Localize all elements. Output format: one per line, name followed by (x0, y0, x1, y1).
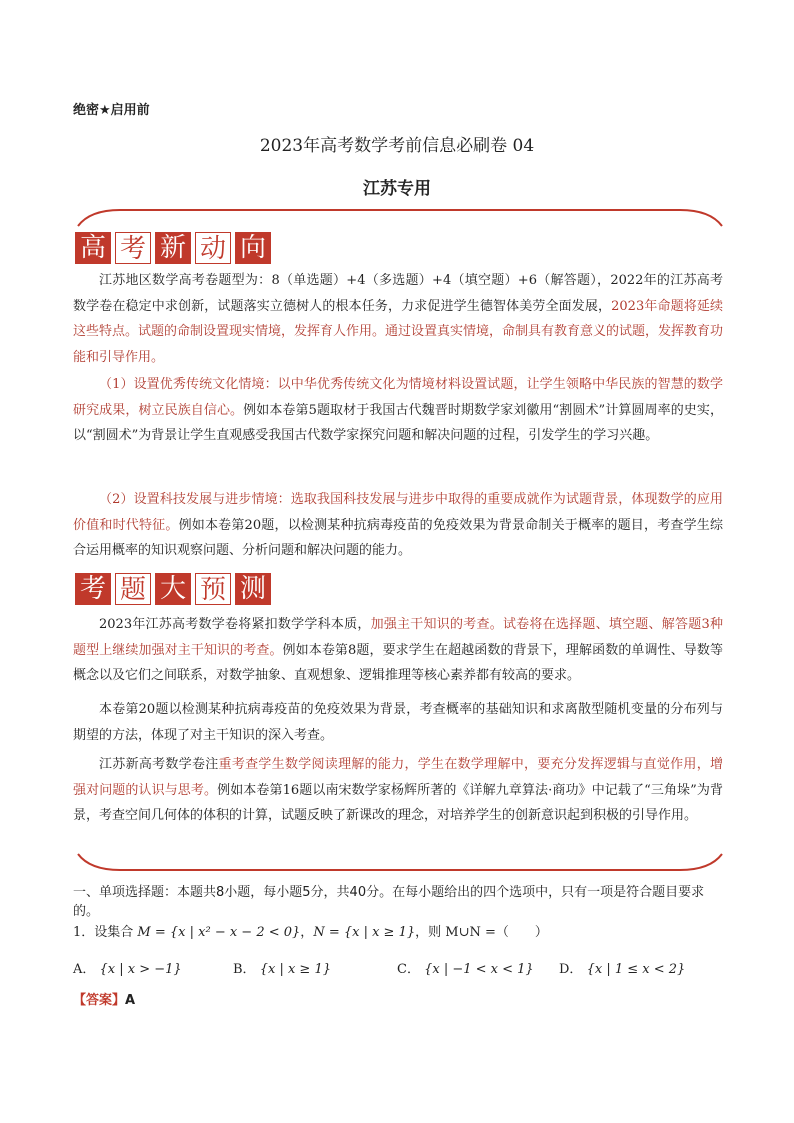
separator: ， (300, 925, 314, 940)
highlight-text: （2）设置科技发展与进步情境：选取我国科技发展与进步中取得的重要成就作为试题背景，体现数学的应用价值和时代特征。 (73, 492, 723, 533)
option-label: D． (559, 962, 583, 977)
section1-paragraph-2 (73, 372, 723, 449)
confidential-label: 绝密★启用前 (73, 103, 150, 118)
section2-paragraph-1 (73, 612, 723, 689)
text: 例如本卷第20题，以检测某种抗病毒疫苗的免疫效果为背景命制关于概率的题目，考查学生综合运用概率的知识观察问题、分析问题和解决问题的能力。 (73, 517, 723, 558)
badge-char: 考 (75, 573, 111, 605)
page-subtitle: 江苏专用 (363, 179, 431, 199)
answer-label: 【答案】 (73, 993, 126, 1008)
answer-line (73, 989, 135, 1008)
badge-char: 预 (195, 573, 231, 605)
option-c[interactable] (397, 958, 534, 977)
text: 2023年江苏高考数学卷将紧扣数学学科本质， (99, 617, 371, 632)
set-n-expression: N = {x | x ≥ 1} (313, 925, 416, 940)
question-prefix: 1．设集合 (73, 925, 134, 940)
highlight-text: 加强主干知识的考查。试卷将在选择题、填空题、解答题3种题型上继续加强对主干知识的考查。 (73, 617, 723, 658)
text: 例如本卷第16题以南宋数学家杨辉所著的《详解九章算法·商功》中记载了“三角垛”为背景，考查空间几何体的体积的计算，试题反映了新课改的理念，对培养学生的创新意识起到积极的引导作用。 (73, 782, 723, 823)
text: 例如本卷第8题，要求学生在超越函数的背景下，理解函数的单调性、导数等概念以及它们之间联系，对数学抽象、直观想象、逻辑推理等核心素养都有较高的要求。 (73, 642, 723, 683)
section2-paragraph-3 (73, 752, 723, 829)
set-m-expression: M = {x | x² − x − 2 < 0} (137, 925, 301, 940)
option-value: {x | 1 ≤ x < 2} (586, 962, 686, 977)
option-value: {x | x ≥ 1} (259, 962, 331, 977)
badge-char: 动 (195, 232, 231, 264)
section1-paragraph-3 (73, 487, 723, 564)
option-label: B． (233, 962, 256, 977)
text: 江苏新高考数学卷注 (99, 757, 219, 772)
option-label: A． (73, 962, 96, 977)
badge-char: 大 (155, 573, 191, 605)
section1-paragraph-1 (73, 268, 723, 370)
option-value: {x | x > −1} (99, 962, 182, 977)
question-1 (73, 921, 548, 940)
badge-char: 题 (115, 573, 151, 605)
section-badge-predictions (75, 573, 271, 605)
answer-value: A (125, 993, 136, 1008)
highlight-text: 2023年命题将延续这些特点。试题的命制设置现实情境，发挥育人作用。通过设置真实情境，命制具有教育意义的试题，发挥教育功能和引导作用。 (73, 298, 724, 365)
option-b[interactable] (233, 958, 331, 977)
badge-char: 新 (155, 232, 191, 264)
badge-char: 高 (75, 232, 111, 264)
section-badge-new-trends (75, 232, 271, 264)
question-suffix: ，则 M∪N =（ ） (415, 925, 548, 940)
option-d[interactable] (559, 958, 685, 977)
section2-paragraph-2: 本卷第20题以检测某种抗病毒疫苗的免疫效果为背景，考查概率的基础知识和求离散型随机变量的分布列与期望的方法，体现了对主干知识的深入考查。 (73, 702, 723, 743)
badge-char: 测 (235, 573, 271, 605)
badge-char: 考 (115, 232, 151, 264)
option-a[interactable] (73, 958, 182, 977)
page-title: 2023年高考数学考前信息必刷卷 04 (259, 136, 535, 156)
text: 江苏地区数学高考卷题型为：8（单选题）+4（多选题）+4（填空题）+6（解答题），2022年的江苏高考数学卷在稳定中求创新，试题落实立德树人的根本任务，力求促进学生德智体美劳全面发展， (73, 273, 723, 314)
highlight-text: （1）设置优秀传统文化情境：以中华优秀传统文化为情境材料设置试题，让学生领略中华民族的智慧的数学研究成果，树立民族自信心。 (73, 377, 723, 418)
highlight-text: 重考查学生数学阅读理解的能力，学生在数学理解中，要充分发挥逻辑与直觉作用，增强对问题的认识与思考。 (73, 757, 723, 798)
text: 例如本卷第5题取材于我国古代魏晋时期数学家刘徽用“割圆术”计算圆周率的史实，以“割圆术”为背景让学生直观感受我国古代数学家探究问题和解决问题的过程，引发学生的学习兴趣。 (73, 402, 723, 443)
badge-char: 向 (235, 232, 271, 264)
question-section-heading: 一、单项选择题：本题共8小题，每小题5分，共40分。在每小题给出的四个选项中，只有一项是符合题目要求的。 (73, 885, 705, 919)
option-label: C． (397, 962, 420, 977)
option-value: {x | −1 < x < 1} (424, 962, 534, 977)
